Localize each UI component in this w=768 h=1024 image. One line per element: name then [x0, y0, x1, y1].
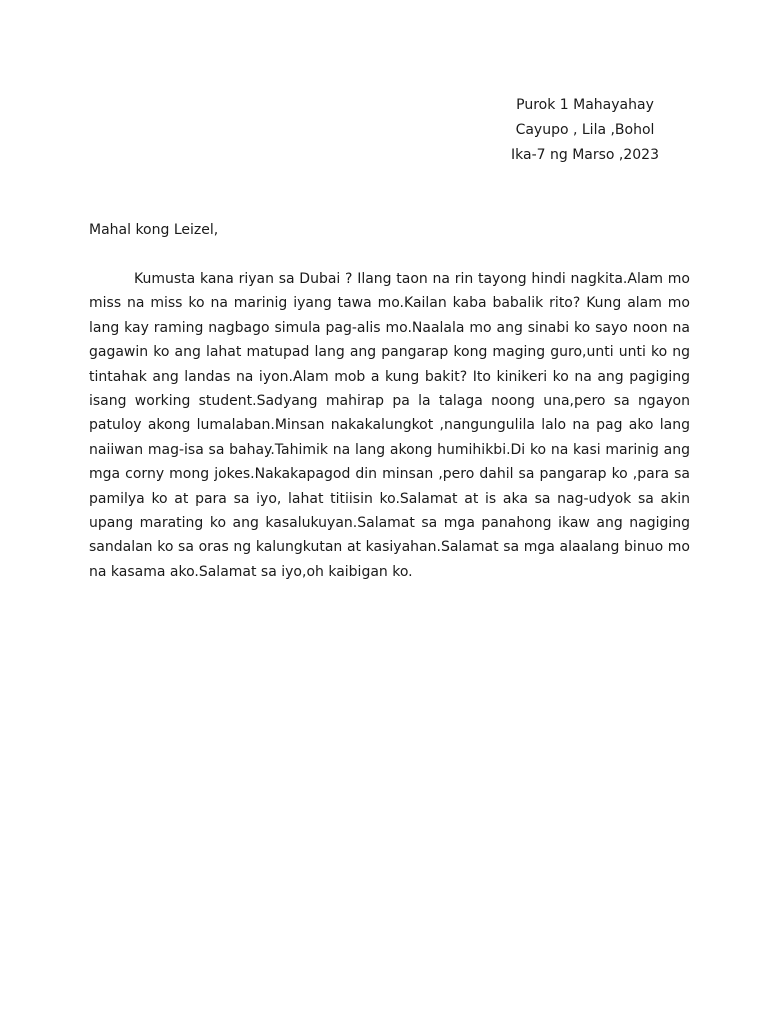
address-line-street: Purok 1 Mahayahay	[516, 97, 654, 113]
sender-address	[480, 93, 690, 168]
salutation: Mahal kong Leizel,	[89, 222, 219, 238]
address-line-town: Cayupo , Lila ,Bohol	[515, 122, 655, 138]
letter-date: Ika-7 ng Marso ,2023	[511, 147, 659, 163]
letter-body: Kumusta kana riyan sa Dubai ? Ilang taon na rin tayong hindi nagkita.Alam mo miss na miss ko na marinig iyang tawa mo.Kailan kaba babalik rito? Kung alam mo lang kay raming nagbago simula pag-alis mo.Naalala mo ang sinabi ko sayo noon na gagawin ko ang lahat matupad lang ang pangarap kong maging guro,unti unti ko ng tintahak ang landas na iyon.Alam mob a kung bakit? Ito kinikeri ko na ang pagiging isang working student.Sadyang mahirap pa la talaga noong una,pero sa ngayon patuloy akong lumalaban.Minsan nakakalungkot ,nangungulila lalo na pag ako lang naiiwan mag-isa sa bahay.Tahimik na lang akong humihikbi.Di ko na kasi marinig ang mga corny mong jokes.Nakakapagod din minsan ,pero dahil sa pangarap ko ,para sa pamilya ko at para sa iyo, lahat titiisin ko.Salamat at is aka sa nag-udyok sa akin upang marating ko ang kasalukuyan.Salamat sa mga panahong ikaw ang nagiging sandalan ko sa oras ng kalungkutan at kasiyahan.Salamat sa mga alaalang binuo mo na kasama ako.Salamat sa iyo,oh kaibigan ko.	[89, 271, 690, 580]
